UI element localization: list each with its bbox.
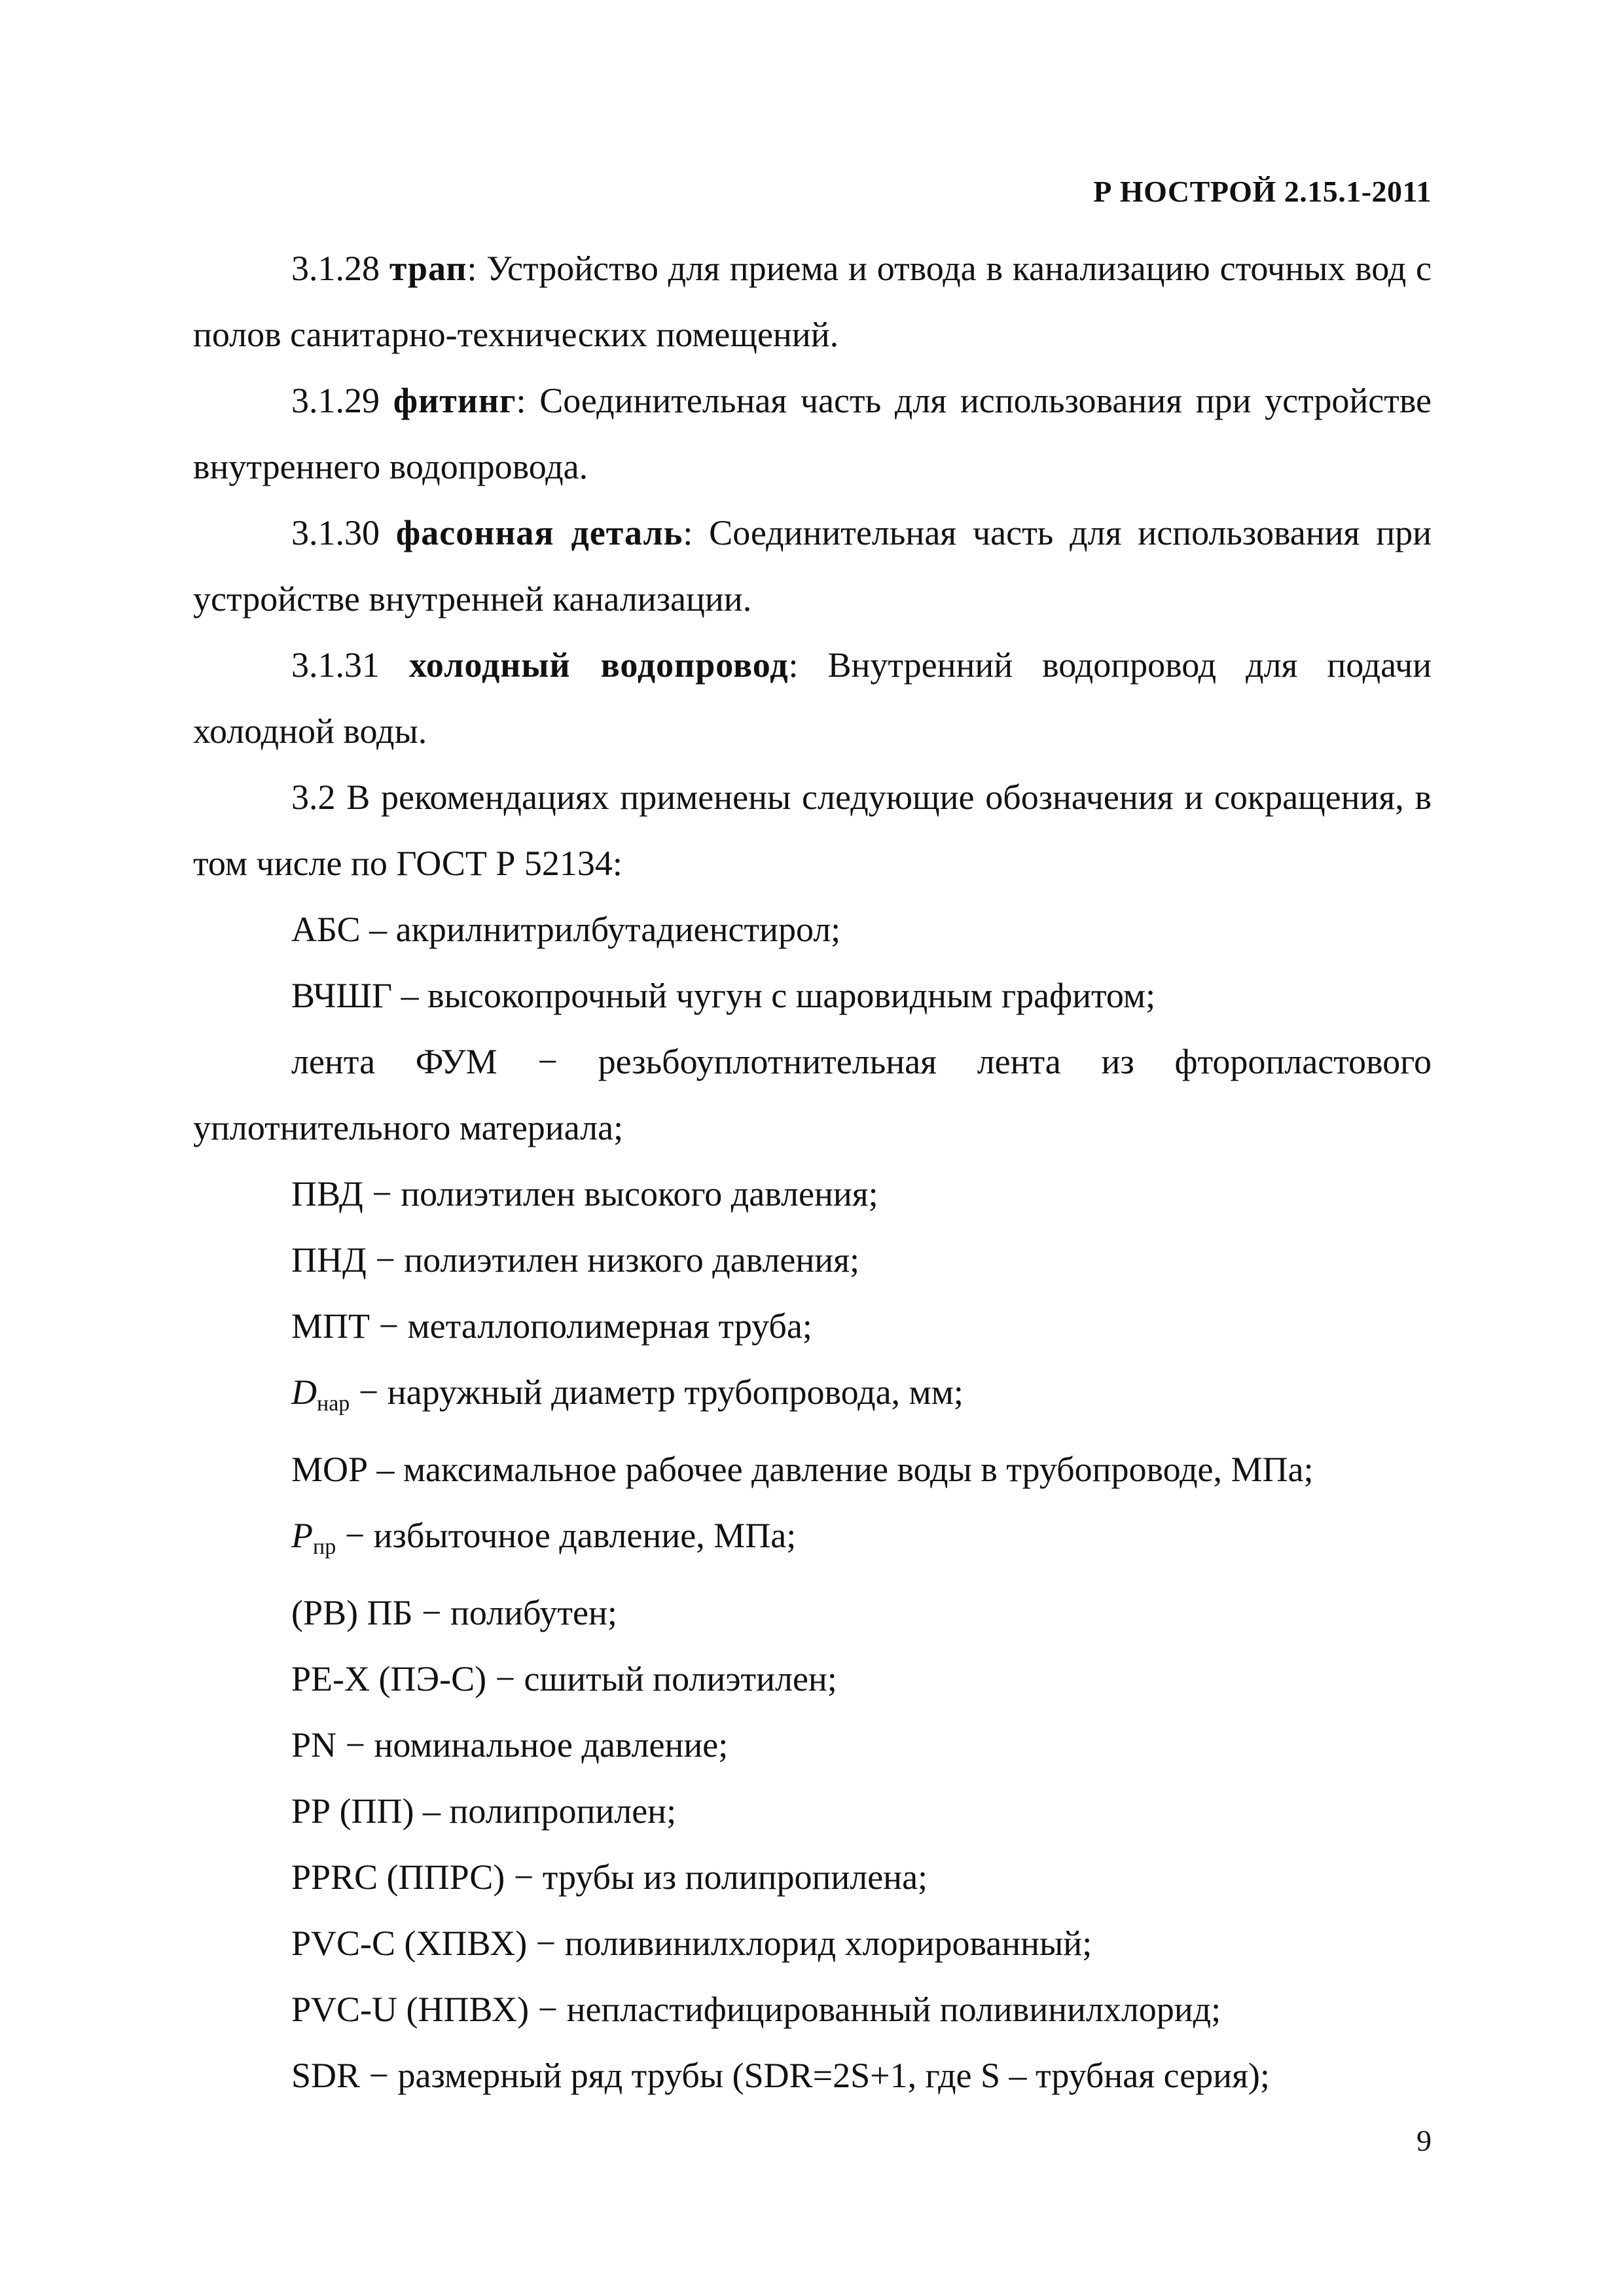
abbreviation-item: ПНД − полиэтилен низкого давления; (291, 1240, 860, 1280)
abbreviation-item: АБС – акрилнитрилбутадиенстирол; (291, 910, 841, 949)
abbreviation-item: МПТ − металлополимерная труба; (291, 1306, 812, 1346)
definition-number: 3.1.30 (291, 513, 380, 552)
definition-3-1-29 (193, 368, 1432, 500)
definition-text: : Устройство для приема и отвода в канализацию сточных вод с полов санитарно-технических помещений. (193, 249, 1432, 354)
definition-term: фасонная деталь (395, 513, 683, 552)
document-code-header: Р НОСТРОЙ 2.15.1-2011 (1093, 175, 1432, 208)
page-number: 9 (1416, 2124, 1432, 2157)
abbreviation-item: РЕ-Х (ПЭ-С) − сшитый полиэтилен; (291, 1659, 837, 1698)
abbreviation-item: PPRC (ППРС) − трубы из полипропилена; (291, 1857, 928, 1897)
symbol-subscript: пр (313, 1535, 336, 1559)
definition-text: : Внутренний водопровод для подачи холодной воды. (193, 645, 1432, 751)
definition-3-1-30 (193, 500, 1432, 632)
abbreviation-text: − избыточное давление, МПа; (336, 1516, 797, 1555)
abbreviation-item-excess-pressure (193, 1503, 1432, 1580)
abbreviation-item-outer-diameter (193, 1359, 1432, 1437)
abbreviation-item: ВЧШГ – высокопрочный чугун с шаровидным графитом; (291, 976, 1156, 1015)
abbreviation-item: PVC-U (НПВХ) − непластифицированный поливинилхлорид; (291, 1990, 1221, 2029)
definition-text: : Соединительная часть для использования при устройстве внутренней канализации. (193, 513, 1432, 619)
definition-text: : Соединительная часть для использования при устройстве внутреннего водопровода. (193, 381, 1432, 486)
definition-number: 3.1.29 (291, 381, 380, 420)
document-body (193, 236, 1432, 2109)
definition-term: фитинг (393, 381, 516, 420)
abbreviations-intro: 3.2 В рекомендациях применены следующие обозначения и сокращения, в том числе по ГОСТ Р 52134: (193, 778, 1432, 883)
symbol-subscript: нар (317, 1391, 350, 1416)
abbreviation-text: − наружный диаметр трубопровода, мм; (350, 1372, 964, 1412)
definition-number: 3.1.31 (291, 645, 380, 685)
abbreviation-item: МОР – максимальное рабочее давление воды в трубопроводе, МПа; (291, 1450, 1314, 1489)
abbreviation-item: PN − номинальное давление; (291, 1725, 729, 1765)
definition-term: трап (389, 249, 467, 288)
definition-number: 3.1.28 (291, 249, 380, 288)
symbol-p: P (291, 1516, 313, 1555)
abbreviation-item: PVC-С (ХПВХ) − поливинилхлорид хлорированный; (291, 1924, 1092, 1963)
definition-3-1-28 (193, 236, 1432, 368)
symbol-d: D (291, 1372, 317, 1412)
definition-3-1-31 (193, 632, 1432, 764)
abbreviation-item: лента ФУМ − резьбоуплотнительная лента из фторопластового уплотнительного материала; (193, 1042, 1432, 1147)
abbreviation-item: ПВД − полиэтилен высокого давления; (291, 1174, 878, 1213)
abbreviation-item: (РВ) ПБ − полибутен; (291, 1593, 617, 1632)
abbreviation-item: SDR − размерный ряд трубы (SDR=2S+1, где S – трубная серия); (291, 2056, 1270, 2095)
abbreviation-item: РР (ПП) – полипропилен; (291, 1791, 677, 1831)
definition-term: холодный водопровод (408, 645, 789, 685)
